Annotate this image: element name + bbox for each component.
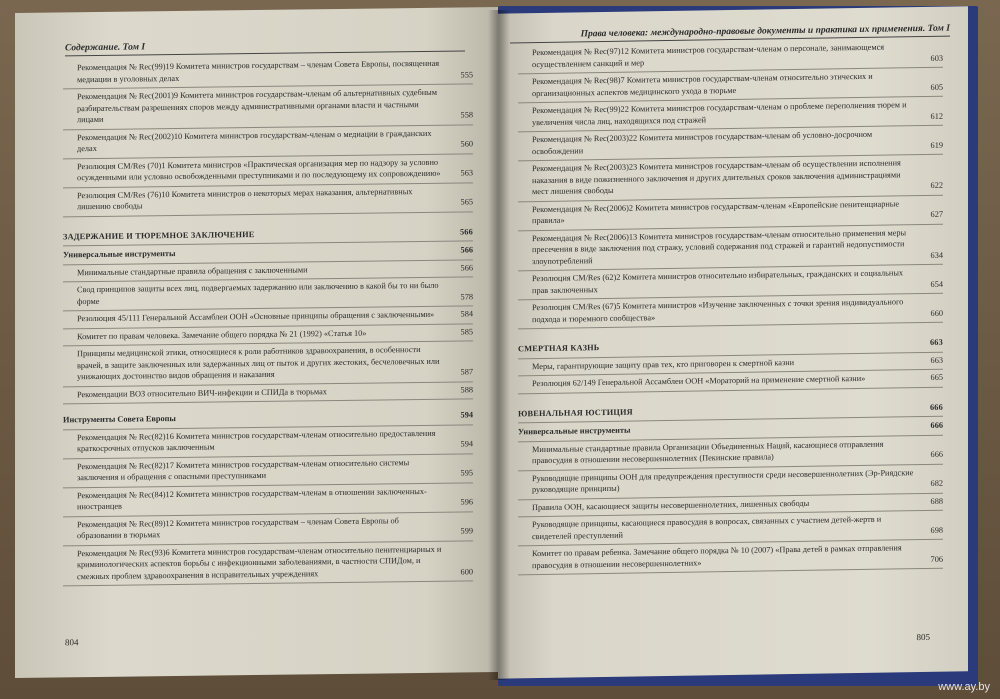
toc-entry-title: ЗАДЕРЖАНИЕ И ТЮРЕМНОЕ ЗАКЛЮЧЕНИЕ	[63, 229, 255, 241]
right-table-of-contents	[518, 39, 943, 576]
toc-entry-title: Рекомендация № Rec(93)6 Комитета министров государствам-членам относительно пенитенциарных и криминологических аспектов борьбы с инфекционными заболеваниями, в частности СПИДом, и смежных проблем здравоохранения в исправительных учреждениях	[77, 544, 442, 581]
toc-entry-title: Минимальные стандартные правила обращения с заключенными	[77, 264, 308, 277]
toc-entry-title: Комитет по правам ребенка. Замечание общего порядка № 10 (2007) «Права детей в рамках отправления правосудия в отношении несовершеннолетних»	[532, 543, 902, 570]
toc-entry-title: Рекомендация № Rec(82)17 Комитета министров государствам-членам относительно системы заключения и обращения с опасными преступниками	[77, 457, 410, 483]
toc-entry-page: 663	[930, 355, 943, 365]
toc-entry	[63, 84, 473, 130]
toc-entry-page: 585	[460, 326, 473, 337]
toc-entry-title: Рекомендация № Rec(98)7 Комитета министров государствам-членам относительно этических и организационных аспектов медицинского ухода в тюрьме	[532, 71, 873, 98]
toc-entry-title: Резолюция CM/Res (70)1 Комитета министров «Практическая организация мер по надзору за условно осужденными или условно освобожденными преступниками и по последующему их сопровождению»	[77, 157, 441, 183]
toc-entry-page: 666	[929, 402, 943, 412]
toc-entry-page: 666	[930, 449, 943, 459]
toc-entry-page: 566	[460, 262, 473, 273]
toc-entry-title: Резолюция 62/149 Генеральной Ассамблеи ООН «Мораторий на применение смертной казни»	[532, 373, 866, 389]
left-page	[15, 7, 498, 678]
left-page-number: 804	[65, 637, 79, 648]
toc-entry-title: Рекомендация № Rec(89)12 Комитета министров государствам – членам Совета Европы об образовании в тюрьмах	[77, 515, 399, 541]
toc-entry-page: 584	[460, 309, 473, 319]
toc-entry-title: Минимальные стандартные правила Организации Объединенных Наций, касающиеся отправления правосудия в отношении несовершеннолетних (Пекинские правила)	[532, 439, 884, 466]
book-spine-shadow	[488, 10, 510, 680]
toc-entry-page: 665	[930, 372, 943, 382]
toc-entry-page: 688	[930, 496, 943, 506]
watermark: www.ay.by	[938, 681, 990, 693]
toc-entry-page: 600	[460, 566, 473, 577]
toc-entry-page: 654	[930, 279, 943, 289]
toc-entry-page: 563	[460, 168, 473, 178]
toc-entry-page: 698	[930, 525, 943, 535]
right-running-header: Права человека: международно-правовые документы и практика их применения. Том I	[510, 24, 950, 44]
toc-entry-title: Руководящие принципы ООН для предупреждения преступности среди несовершеннолетних (Эр-Риядские руководящие принципы)	[532, 467, 914, 495]
left-table-of-contents	[63, 55, 473, 586]
toc-entry-page: 560	[460, 139, 473, 149]
toc-entry-page: 666	[930, 420, 943, 430]
toc-entry-page: 612	[930, 111, 943, 121]
toc-entry-page: 682	[930, 478, 943, 488]
toc-entry-page: 595	[460, 468, 473, 478]
toc-entry	[63, 541, 473, 587]
toc-entry-title: СМЕРТНАЯ КАЗНЬ	[518, 343, 600, 354]
toc-entry-page: 663	[929, 337, 943, 347]
right-page	[498, 6, 968, 678]
toc-entry	[518, 540, 943, 576]
toc-entry-title: Рекомендация № Rec(84)12 Комитета министров государствам-членам в отношении заключенных-иностранцев	[77, 486, 427, 512]
toc-entry-title: Рекомендация № Rec(82)16 Комитета министров государствам-членам относительно предоставления краткосрочных отпусков заключенным	[77, 428, 436, 454]
toc-entry-title: ЮВЕНАЛЬНАЯ ЮСТИЦИЯ	[518, 407, 633, 418]
toc-entry-page: 565	[460, 197, 473, 207]
toc-entry-page: 587	[460, 367, 473, 377]
toc-entry-page: 588	[460, 384, 473, 395]
toc-entry-page: 594	[460, 439, 473, 449]
toc-entry-title: Резолюция CM/Res (76)10 Комитета министров о некоторых мерах наказания, альтернативных лишению свободы	[77, 186, 413, 212]
toc-entry-page: 566	[460, 245, 473, 255]
toc-entry-page: 660	[930, 308, 943, 318]
toc-entry-page: 603	[930, 53, 943, 63]
toc-entry-title: Рекомендации ВОЗ относительно ВИЧ-инфекции и СПИДа в тюрьмах	[77, 386, 327, 399]
toc-entry-title: Руководящие принципы, касающиеся правосудия в вопросах, связанных с участием детей-жертв и свидетелей преступлений	[532, 514, 882, 541]
toc-entry-title: Рекомендация № Rec(99)19 Комитета министров государствам – членам Совета Европы, посвященная медиации в уголовных делах	[77, 58, 440, 84]
toc-entry-title: Меры, гарантирующие защиту прав тех, кто приговорен к смертной казни	[532, 357, 795, 371]
toc-entry-title: Универсальные инструменты	[63, 248, 176, 260]
toc-entry-page: 596	[460, 497, 473, 507]
toc-entry-page: 605	[930, 82, 943, 92]
toc-entry-page: 622	[930, 180, 943, 190]
toc-entry-page: 558	[460, 110, 473, 120]
toc-entry-page: 578	[460, 291, 473, 302]
toc-entry-page: 619	[930, 140, 943, 150]
toc-entry-title: Универсальные инструменты	[518, 425, 631, 437]
toc-entry	[518, 224, 943, 271]
toc-entry-title: Комитет по правам человека. Замечание общего порядка № 21 (1992) «Статья 10»	[77, 328, 367, 341]
toc-entry	[63, 341, 473, 387]
toc-entry-title: Рекомендация № Rec(2003)23 Комитета министров государствам-членам об осуществлении исполнения наказания в виде пожизненного заключения и других длительных сроков заключения администрациями мест лишения свободы	[532, 158, 901, 197]
toc-entry-page: 566	[459, 226, 473, 237]
toc-entry-title: Резолюция CM/Res (67)5 Комитета министров «Изучение заключенных с точки зрения индивидуального подхода и тюремного сообщества»	[532, 297, 904, 324]
toc-entry-title: Резолюция CM/Res (62)2 Комитета министров относительно избирательных, гражданских и социальных прав заключенных	[532, 268, 904, 295]
toc-entry-page: 594	[460, 410, 473, 420]
toc-entry-title: Рекомендация № Rec(2002)10 Комитета министров государствам-членам о медиации в гражданских делах	[77, 128, 432, 154]
toc-entry-title: Резолюция 45/111 Генеральной Ассамблеи ООН «Основные принципы обращения с заключенными»	[77, 309, 435, 324]
left-running-header: Содержание. Том I	[65, 38, 465, 56]
toc-entry-page: 627	[930, 209, 943, 219]
toc-entry-title: Рекомендация № Rec(99)22 Комитета министров государствам-членам о проблеме переполнения тюрем и увеличения числа лиц, находящихся под стражей	[532, 100, 907, 127]
toc-entry-page: 599	[460, 526, 473, 536]
right-page-number: 805	[916, 631, 930, 643]
toc-entry-title: Правила ООН, касающиеся защиты несовершеннолетних, лишенных свободы	[532, 498, 810, 512]
toc-entry-title: Принципы медицинской этики, относящиеся к роли работников здравоохранения, в особенности врачей, в защите заключенных или задержанных лиц от пыток и других жестоких, бесчеловечных или унижающих достоинство видов обращения и наказания	[77, 344, 440, 382]
toc-entry-page: 706	[930, 554, 943, 564]
toc-entry	[518, 155, 943, 202]
toc-entry-title: Рекомендация № Rec(97)12 Комитета министров государствам-членам о персонале, занимающемся осуществлением санкций и мер	[532, 42, 885, 69]
toc-entry-page: 634	[930, 250, 943, 260]
toc-entry-title: Рекомендация № Rec(2001)9 Комитета министров государствам-членам об альтернативных судебным разбирательствам разрешениях споров между административными органами власти и частными лицами	[77, 87, 437, 125]
toc-entry-title: Свод принципов защиты всех лиц, подвергаемых задержанию или заключению в какой бы то ни было форме	[77, 280, 439, 306]
toc-entry-title: Рекомендация № Rec(2006)2 Комитета министров государствам-членам «Европейские пенитенциарные правила»	[532, 198, 900, 226]
toc-entry-title: Рекомендация № Rec(2006)13 Комитета министров государствам-членам относительно применения меры пресечения в виде заключения под стражу, условий содержания под стражей и гарантий недопустимости злоупотреблений	[532, 227, 907, 266]
toc-entry-title: Рекомендация № Rec(2003)22 Комитета министров государствам-членам об условно-досрочном освобождении	[532, 129, 873, 156]
toc-entry-page: 555	[460, 69, 473, 80]
toc-entry-title: Инструменты Совета Европы	[63, 413, 176, 425]
